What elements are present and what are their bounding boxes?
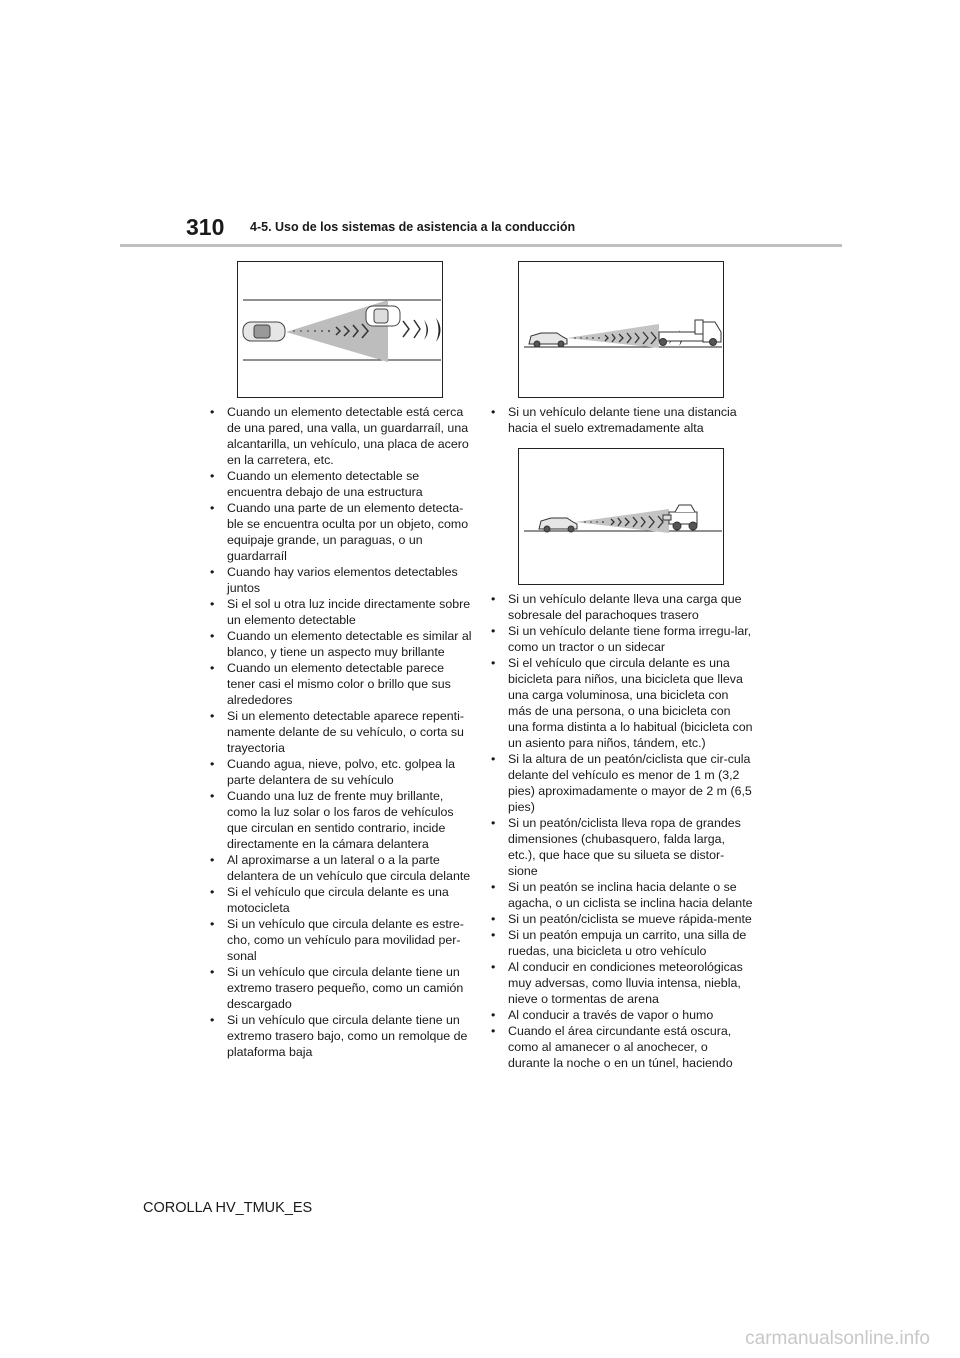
list-item: • Si un peatón empuja un carrito, una silla de ruedas, una bicicleta u otro vehículo <box>491 927 753 959</box>
header-divider <box>120 244 842 247</box>
list-item: • Cuando un elemento detectable es similar al blanco, y tiene un aspecto muy brillante <box>210 628 472 660</box>
high-clearance-illustration <box>519 262 725 399</box>
figure-high-clearance-truck <box>518 261 724 398</box>
list-item: • Si el sol u otra luz incide directamente sobre un elemento detectable <box>210 596 472 628</box>
list-item: • Cuando un elemento detectable está cerca de una pared, una valla, un guardarraíl, una alcantarilla, un vehículo, una placa de acero en la carretera, etc. <box>210 404 472 468</box>
list-item: • Si un vehículo que circula delante es estre-cho, como un vehículo para movilidad per-sonal <box>210 916 472 964</box>
list-item: • Si un vehículo delante lleva una carga que sobresale del parachoques trasero <box>491 591 753 623</box>
list-item: • Cuando hay varios elementos detectables juntos <box>210 564 472 596</box>
list-item: • Si un vehículo que circula delante tiene un extremo trasero bajo, como un remolque de plataforma baja <box>210 1012 472 1060</box>
left-column-list <box>210 404 472 1060</box>
list-item: • Cuando agua, nieve, polvo, etc. golpea la parte delantera de su vehículo <box>210 756 472 788</box>
list-item: • Si el vehículo que circula delante es una bicicleta para niños, una bicicleta que lleva una carga voluminosa, una bicicleta con más de una persona, o una bicicleta con una forma distinta a lo habitual (bicicleta con un asiento para niños, tándem, etc.) <box>491 655 753 751</box>
list-item: • Cuando un elemento detectable se encuentra debajo de una estructura <box>210 468 472 500</box>
list-item: • Si un vehículo delante tiene una distancia hacia el suelo extremadamente alta <box>491 404 753 436</box>
list-item: • Al conducir a través de vapor o humo <box>491 1007 753 1023</box>
list-item: • Si un elemento detectable aparece repenti-namente delante de su vehículo, o corta su trayectoria <box>210 708 472 756</box>
figure-wall-detection <box>237 261 443 398</box>
list-item: • Cuando un elemento detectable parece tener casi el mismo color o brillo que sus alrededores <box>210 660 472 708</box>
figure-protruding-load <box>518 448 724 585</box>
list-item: • Cuando una luz de frente muy brillante, como la luz solar o los faros de vehículos que circulan en sentido contrario, incide directamente en la cámara delantera <box>210 788 472 852</box>
list-item: • Si un peatón se inclina hacia delante o se agacha, o un ciclista se inclina hacia delante <box>491 879 753 911</box>
list-item: • Si un vehículo que circula delante tiene un extremo trasero pequeño, como un camión descargado <box>210 964 472 1012</box>
list-item: • Si el vehículo que circula delante es una motocicleta <box>210 884 472 916</box>
list-item: • Si un peatón/ciclista se mueve rápida-mente <box>491 911 753 927</box>
right-column-top-list <box>491 404 753 436</box>
list-item: • Cuando una parte de un elemento detecta-ble se encuentra oculta por un objeto, como equipaje grande, un paraguas, o un guardarraíl <box>210 500 472 564</box>
footer-model-code: COROLLA HV_TMUK_ES <box>143 1200 313 1216</box>
list-item: • Al conducir en condiciones meteorológicas muy adversas, como lluvia intensa, niebla, nieve o tormentas de arena <box>491 959 753 1007</box>
protruding-load-illustration <box>519 449 725 586</box>
list-item: • Si la altura de un peatón/ciclista que cir-cula delante del vehículo es menor de 1 m (3,2 pies) aproximadamente o mayor de 2 m (6,5 pies) <box>491 751 753 815</box>
watermark[interactable]: carmanualsonline.info <box>745 1328 930 1349</box>
list-item: • Cuando el área circundante está oscura, como al amanecer o al anochecer, o durante la noche o en un túnel, haciendo <box>491 1023 753 1071</box>
section-title: 4-5. Uso de los sistemas de asistencia a la conducción <box>250 220 576 234</box>
right-column-list <box>491 591 753 1071</box>
list-item: • Si un vehículo delante tiene forma irregu-lar, como un tractor o un sidecar <box>491 623 753 655</box>
list-item: • Si un peatón/ciclista lleva ropa de grandes dimensiones (chubasquero, falda larga, etc.), que hace que su silueta se distor-sione <box>491 815 753 879</box>
list-item: • Al aproximarse a un lateral o a la parte delantera de un vehículo que circula delante <box>210 852 472 884</box>
page-number: 310 <box>186 214 225 240</box>
wall-detection-illustration <box>238 262 444 399</box>
